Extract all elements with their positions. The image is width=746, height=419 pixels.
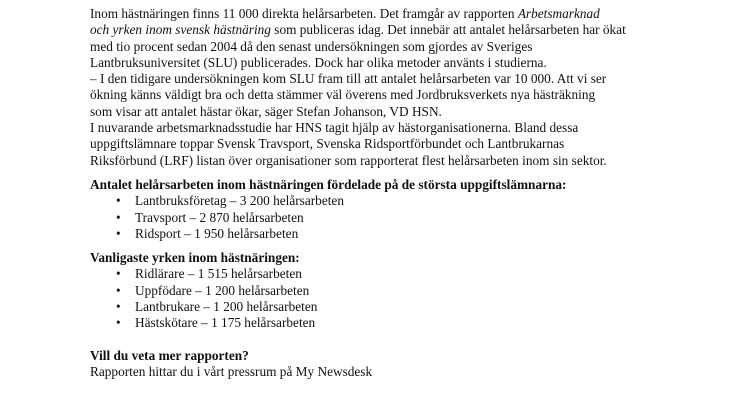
list-item: • Travsport – 2 870 helårsarbeten <box>90 210 650 226</box>
report-title-italic: Arbetsmarknad <box>517 6 600 21</box>
spacer <box>90 332 650 348</box>
section-heading-professions: Vanligaste yrken inom hästnäringen: <box>90 250 300 266</box>
intro-text: som publiceras idag. Det innebär att antalet helårsarbeten har ökat <box>270 22 626 38</box>
body-line-3: Riksförbund (LRF) listan över organisationer som rapporterat flest helårsarbeten inom sin sektor. <box>90 152 607 168</box>
professions-list <box>90 266 650 331</box>
list-item: • Lantbruksföretag – 3 200 helårsarbeten <box>90 193 650 209</box>
list-item: • Lantbrukare – 1 200 helårsarbeten <box>90 299 650 315</box>
body-line-1: I nuvarande arbetsmarknadsstudie har HNS tagit hjälp av hästorganisationerna. Bland dessa <box>90 120 579 136</box>
intro-line-3: med tio procent sedan 2004 då den senast undersökningen som gjordes av Sveriges <box>90 38 533 54</box>
employers-list <box>90 193 650 242</box>
quote-line-3: som visar att antalet hästar ökar, säger Stefan Johanson, VD HSN. <box>90 103 442 119</box>
intro-line-4: Lantbruksuniversitet (SLU) publicerades. Dock har olika metoder använts i studierna. <box>90 54 547 70</box>
section-heading-more-info: Vill du veta mer rapporten? <box>90 347 249 363</box>
intro-paragraph <box>90 6 650 169</box>
intro-line-1 <box>90 6 650 22</box>
body-line-2: uppgiftslämnare toppar Svensk Travsport, Svenska Ridsportförbundet och Lantbrukarnas <box>90 136 565 152</box>
intro-text: Inom hästnäringen finns 11 000 direkta helårsarbeten. Det framgår av rapporten <box>90 6 518 21</box>
section-heading-employers: Antalet helårsarbeten inom hästnäringen fördelade på de största uppgiftslämnarna: <box>90 176 567 192</box>
list-item: • Hästskötare – 1 175 helårsarbeten <box>90 315 650 331</box>
list-item: • Ridsport – 1 950 helårsarbeten <box>90 226 650 242</box>
more-info-text: Rapporten hittar du i vårt pressrum på My Newsdesk <box>90 363 373 379</box>
quote-line-2: ökning känns väldigt bra och detta stämmer väl överens med Jordbruksverkets nya hästräkning <box>90 87 596 103</box>
intro-line-2 <box>90 22 650 38</box>
list-item: • Uppfödare – 1 200 helårsarbeten <box>90 283 650 299</box>
list-item: • Ridlärare – 1 515 helårsarbeten <box>90 266 650 282</box>
quote-line-1: – I den tidigare undersökningen kom SLU fram till att antalet helårsarbeten var 10 000. Att vi ser <box>90 71 607 87</box>
report-title-italic: och yrken inom svensk hästnäring <box>90 22 271 38</box>
